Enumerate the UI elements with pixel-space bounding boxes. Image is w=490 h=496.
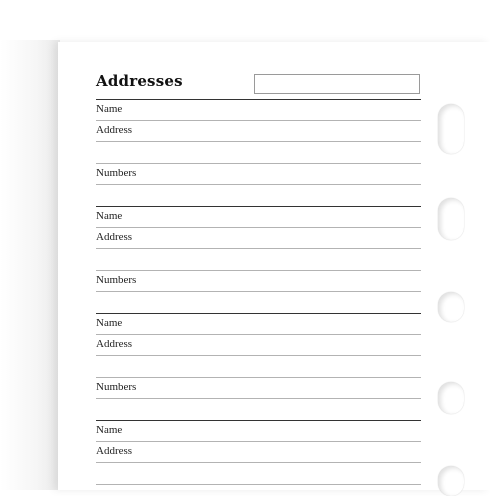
entry-divider xyxy=(96,206,421,207)
entry-divider xyxy=(96,99,421,100)
rule-line xyxy=(96,248,421,249)
rule-line xyxy=(96,462,421,463)
paper-sheet xyxy=(58,42,490,490)
rule-line xyxy=(96,441,421,442)
name-label: Name xyxy=(96,103,123,115)
rule-line xyxy=(96,398,421,399)
rule-line xyxy=(96,184,421,185)
address-label: Address xyxy=(96,231,133,243)
punch-hole xyxy=(438,466,464,496)
punch-hole xyxy=(438,292,464,322)
name-label: Name xyxy=(96,317,123,329)
rule-line xyxy=(96,227,421,228)
rule-line xyxy=(96,484,421,485)
sheet-shadow xyxy=(0,40,60,490)
page-title: Addresses xyxy=(96,72,183,90)
address-label: Address xyxy=(96,124,133,136)
address-label: Address xyxy=(96,445,133,457)
title-input-box[interactable] xyxy=(254,74,420,94)
rule-line xyxy=(96,355,421,356)
rule-line xyxy=(96,120,421,121)
rule-line xyxy=(96,377,421,378)
numbers-label: Numbers xyxy=(96,274,137,286)
rule-line xyxy=(96,141,421,142)
name-label: Name xyxy=(96,424,123,436)
rule-line xyxy=(96,291,421,292)
entry-divider xyxy=(96,313,421,314)
punch-hole xyxy=(438,104,464,154)
rule-line xyxy=(96,270,421,271)
address-label: Address xyxy=(96,338,133,350)
rule-line xyxy=(96,163,421,164)
numbers-label: Numbers xyxy=(96,381,137,393)
punch-hole xyxy=(438,198,464,240)
numbers-label: Numbers xyxy=(96,167,137,179)
name-label: Name xyxy=(96,210,123,222)
rule-line xyxy=(96,334,421,335)
punch-hole xyxy=(438,382,464,414)
entry-divider xyxy=(96,420,421,421)
